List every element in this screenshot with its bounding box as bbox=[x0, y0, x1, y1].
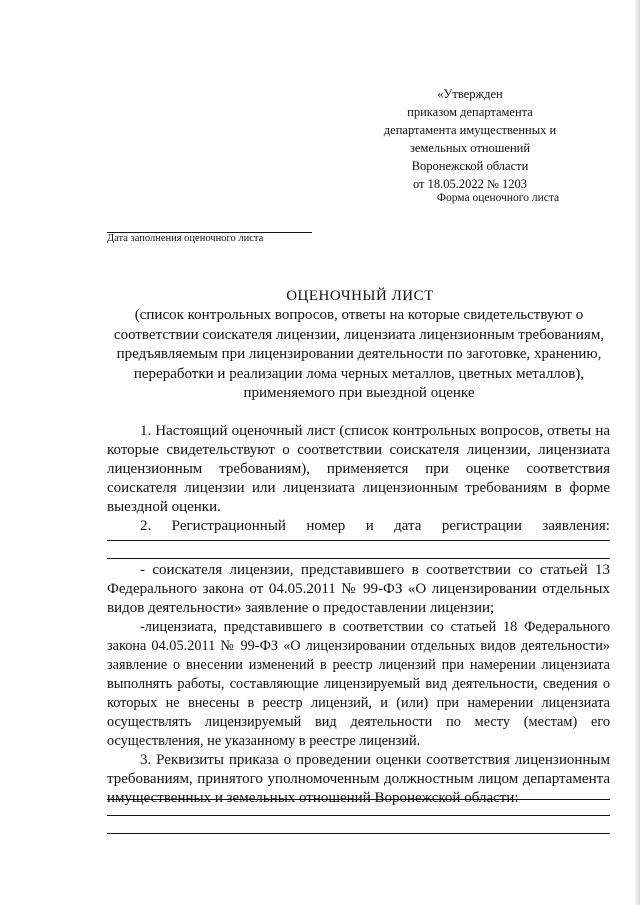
document-body bbox=[107, 422, 610, 536]
approval-line: департамента имущественных и bbox=[383, 123, 557, 137]
paragraph-1: 1. Настоящий оценочный лист (список контрольных вопросов, ответы на которые свидетельствуют о соответствии соискателя лицензии, лицензиата лицензионным требованиям), применяется при оценке соответствия соискателя лицензии или лицензиата лицензионным требованиям в форме выездной оценки. bbox=[107, 423, 610, 515]
fill-line bbox=[107, 558, 610, 559]
paragraph-2-word: Регистрационный bbox=[171, 518, 286, 534]
fill-line bbox=[107, 540, 610, 541]
approval-line: от 18.05.2022 № 1203 bbox=[412, 177, 528, 191]
approval-line: Воронежской области bbox=[411, 159, 529, 173]
page-edge-shadow bbox=[634, 0, 640, 905]
document-body-continued bbox=[107, 561, 610, 808]
document-subtitle bbox=[86, 306, 632, 404]
fill-line bbox=[107, 799, 610, 800]
paragraph-licensee: -лицензиата, представившего в соответствии со статьей 18 Федерального закона 04.05.2011 № 99-ФЗ «О лицензировании отдельных видов деятельности» заявление о внесении изменений в реестр лицензий при намерении лицензиата выполнять работы, составляющие лицензируемый вид деятельности, сведения о которых не внесены в реестр лицензий, и (или) при намерении лицензиата осуществлять лицензируемый вид деятельности по месту (местам) его осуществления, не указанному в реестре лицензий. bbox=[107, 619, 610, 749]
date-caption: Дата заполнения оценочного листа bbox=[107, 233, 264, 244]
subtitle-line: соответствии соискателя лицензии, лицензиата лицензионным требованиям, bbox=[113, 326, 605, 343]
paragraph-2 bbox=[107, 517, 610, 536]
paragraph-3: 3. Реквизиты приказа о проведении оценки соответствия лицензионным требованиям, принятого уполномоченным должностным лицом департамента имущественных и земельных отношений Воронежской области: bbox=[107, 752, 610, 806]
document-title: ОЦЕНОЧНЫЙ ЛИСТ bbox=[286, 288, 434, 304]
subtitle-line: предъявляемым при лицензировании деятельности по заготовке, хранению, bbox=[116, 346, 602, 363]
approval-line: земельных отношений bbox=[409, 141, 531, 155]
paragraph-2-word: 2. bbox=[140, 518, 152, 534]
approval-line: приказом департамента bbox=[407, 105, 533, 119]
paragraph-2-word: заявления: bbox=[542, 518, 610, 534]
paragraph-2-word: регистрации bbox=[441, 518, 522, 534]
fill-line bbox=[107, 833, 610, 834]
paragraph-applicant: - соискателя лицензии, представившего в соответствии со статьей 13 Федерального закона от 04.05.2011 № 99-ФЗ «О лицензировании отдельных видов деятельности» заявление о предоставлении лицензии; bbox=[107, 562, 610, 616]
paragraph-2-word: номер bbox=[306, 518, 346, 534]
paragraph-2-word: дата bbox=[394, 518, 422, 534]
subtitle-line: переработки и реализации лома черных металлов, цветных металлов), bbox=[133, 365, 585, 382]
form-label: Форма оценочного листа bbox=[436, 192, 560, 204]
approval-line: «Утвержден bbox=[437, 87, 503, 101]
paragraph-2-word: и bbox=[365, 518, 374, 534]
subtitle-line: применяемого при выездной оценке bbox=[243, 385, 475, 402]
approval-block bbox=[380, 85, 560, 193]
subtitle-line: (список контрольных вопросов, ответы на которые свидетельствуют о bbox=[134, 307, 584, 323]
fill-line bbox=[107, 815, 610, 816]
